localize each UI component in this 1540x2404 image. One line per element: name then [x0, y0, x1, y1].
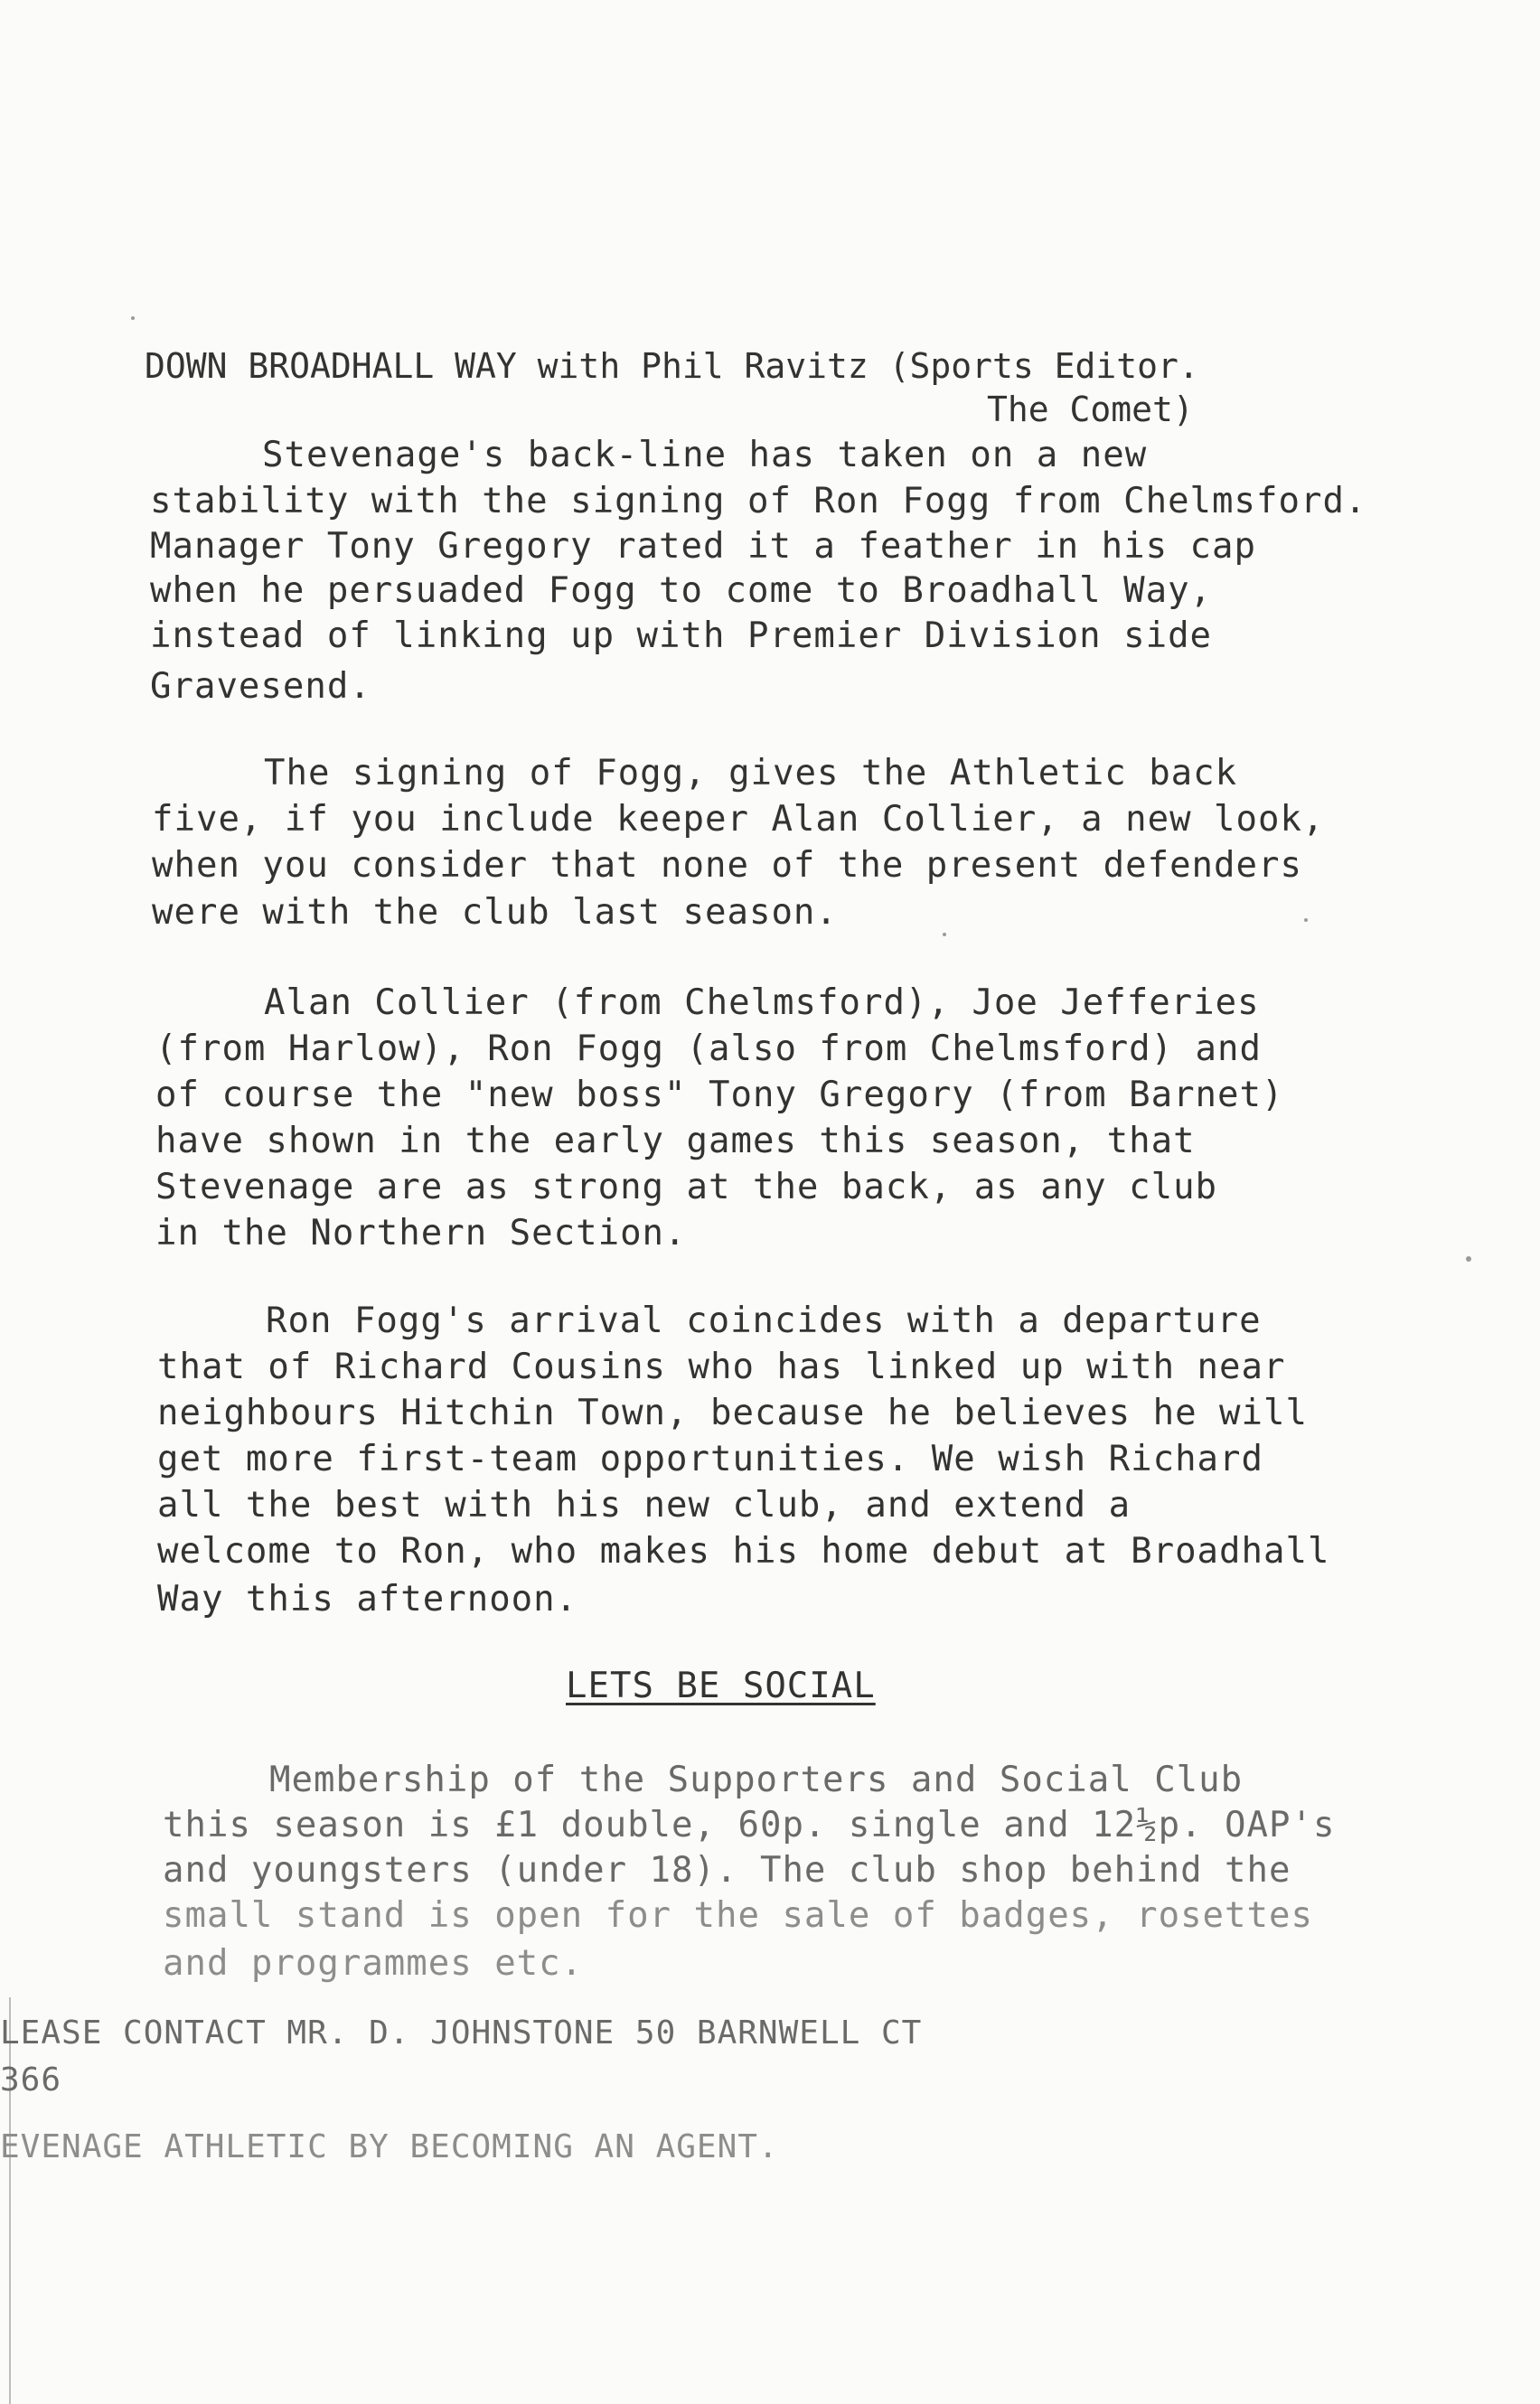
social-paragraph-line: Membership of the Supporters and Social Club [269, 1760, 1244, 1800]
agent-line: EVENAGE ATHLETIC BY BECOMING AN AGENT. [0, 2128, 779, 2165]
paragraph-3-line: Alan Collier (from Chelmsford), Joe Jefferies [264, 982, 1260, 1023]
social-paragraph-line: and youngsters (under 18). The club shop behind the [163, 1850, 1291, 1891]
paragraph-1-line: Gravesend. [150, 666, 371, 707]
paragraph-1-line: Stevenage's back-line has taken on a new [262, 435, 1148, 475]
paragraph-1-line: Manager Tony Gregory rated it a feather in his cap [150, 526, 1256, 567]
paragraph-3-line: have shown in the early games this season, that [155, 1121, 1196, 1161]
page-edge-line [9, 1997, 11, 2404]
paragraph-4-line: all the best with his new club, and extend a [157, 1485, 1132, 1526]
paragraph-4-line: get more first-team opportunities. We wish Richard [157, 1439, 1263, 1479]
paragraph-2-line: were with the club last season. [152, 892, 838, 933]
section-heading: LETS BE SOCIAL [566, 1666, 876, 1706]
paragraph-3-line: Stevenage are as strong at the back, as any club [155, 1167, 1218, 1207]
contact-line: LEASE CONTACT MR. D. JOHNSTONE 50 BARNWELL CT [0, 2014, 923, 2052]
social-paragraph-line: small stand is open for the sale of badges, rosettes [163, 1895, 1313, 1936]
paper-speck [943, 933, 946, 936]
article-title-continued: The Comet) [987, 390, 1194, 429]
paragraph-4-line: Way this afternoon. [157, 1579, 578, 1620]
paragraph-4-line: welcome to Ron, who makes his home debut at Broadhall [157, 1531, 1330, 1572]
paragraph-4-line: Ron Fogg's arrival coincides with a departure [266, 1301, 1262, 1341]
phone-fragment: 366 [0, 2061, 62, 2099]
paper-speck [1304, 918, 1308, 922]
paragraph-3-line: in the Northern Section. [155, 1213, 687, 1254]
paragraph-4-line: neighbours Hitchin Town, because he believes he will [157, 1393, 1308, 1433]
article-title: DOWN BROADHALL WAY with Phil Ravitz (Sports Editor. [145, 346, 1199, 386]
social-paragraph-line: this season is £1 double, 60p. single and 12½p. OAP's [163, 1805, 1336, 1845]
paragraph-2-line: The signing of Fogg, gives the Athletic back [264, 753, 1238, 794]
paragraph-3-line: (from Harlow), Ron Fogg (also from Chelmsford) and [155, 1028, 1262, 1069]
paragraph-1-line: when he persuaded Fogg to come to Broadhall Way, [150, 570, 1213, 611]
paper-speck [1466, 1256, 1471, 1262]
paragraph-1-line: stability with the signing of Ron Fogg from Chelmsford. [150, 481, 1367, 521]
paper-speck [131, 316, 135, 320]
social-paragraph-line: and programmes etc. [163, 1943, 584, 1984]
paragraph-2-line: five, if you include keeper Alan Collier, a new look, [152, 799, 1325, 840]
paragraph-3-line: of course the "new boss" Tony Gregory (from Barnet) [155, 1075, 1284, 1115]
paragraph-1-line: instead of linking up with Premier Division side [150, 615, 1213, 656]
paragraph-2-line: when you consider that none of the present defenders [152, 845, 1302, 886]
paragraph-4-line: that of Richard Cousins who has linked up with near [157, 1347, 1286, 1387]
